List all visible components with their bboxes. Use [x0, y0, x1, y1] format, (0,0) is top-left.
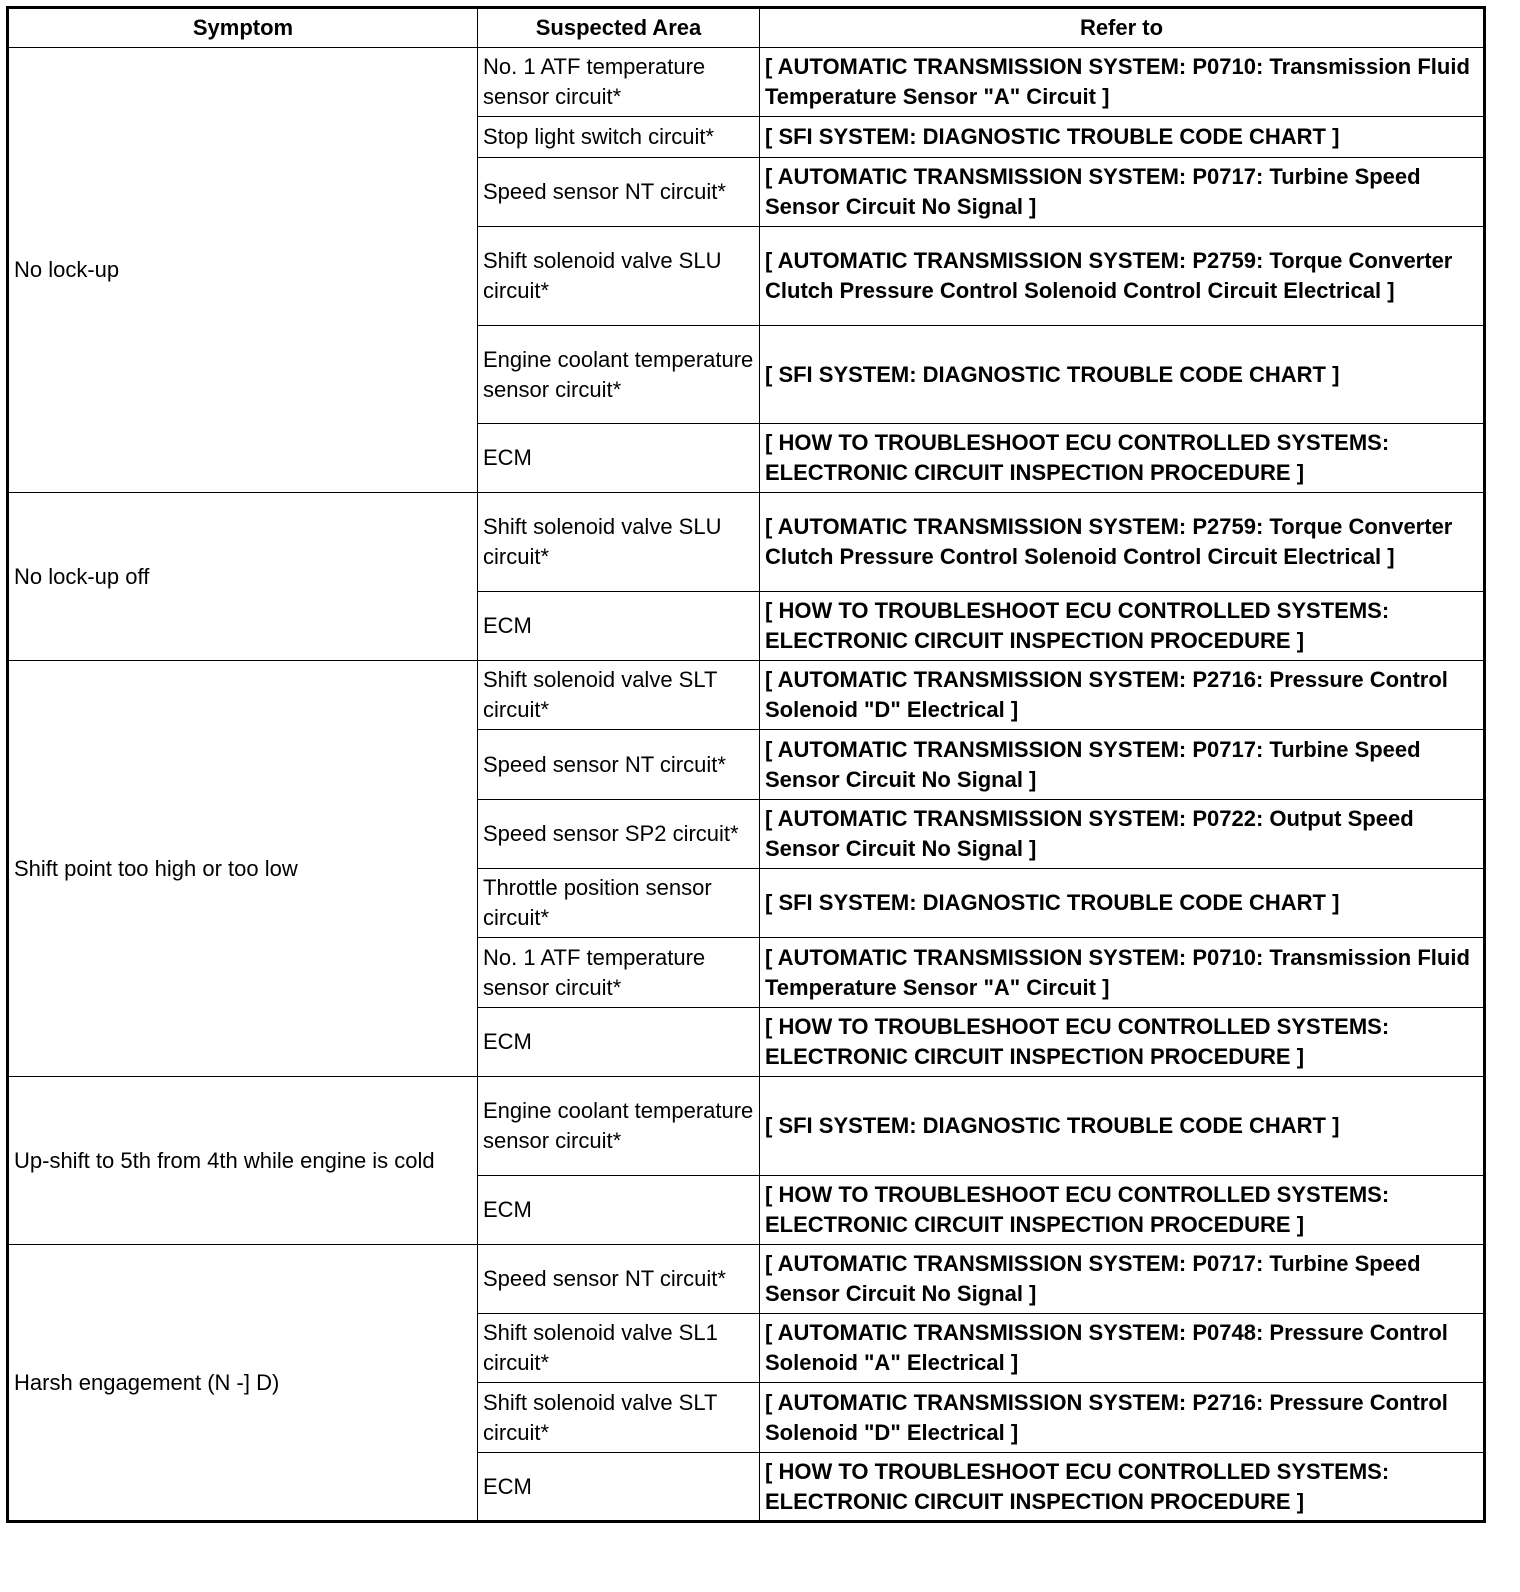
refer-to-link[interactable]: [ AUTOMATIC TRANSMISSION SYSTEM: P2716: Pressure Control Solenoid "D" Electrical ] — [760, 1383, 1485, 1453]
suspected-area-cell: Speed sensor NT circuit* — [478, 158, 760, 227]
refer-to-link[interactable]: [ AUTOMATIC TRANSMISSION SYSTEM: P0717: Turbine Speed Sensor Circuit No Signal ] — [760, 158, 1485, 227]
refer-to-link[interactable]: [ AUTOMATIC TRANSMISSION SYSTEM: P0710: Transmission Fluid Temperature Sensor "A" Circuit ] — [760, 48, 1485, 117]
refer-to-link[interactable]: [ AUTOMATIC TRANSMISSION SYSTEM: P2716: Pressure Control Solenoid "D" Electrical ] — [760, 661, 1485, 730]
refer-to-link[interactable]: [ HOW TO TROUBLESHOOT ECU CONTROLLED SYSTEMS: ELECTRONIC CIRCUIT INSPECTION PROCEDURE ] — [760, 1008, 1485, 1077]
table-row — [8, 48, 1485, 117]
suspected-area-cell: Shift solenoid valve SLT circuit* — [478, 661, 760, 730]
suspected-area-cell: Throttle position sensor circuit* — [478, 869, 760, 938]
suspected-area-cell: No. 1 ATF temperature sensor circuit* — [478, 938, 760, 1008]
refer-to-link[interactable]: [ AUTOMATIC TRANSMISSION SYSTEM: P2759: Torque Converter Clutch Pressure Control Solenoid Control Circuit Electrical ] — [760, 493, 1485, 592]
suspected-area-cell: Engine coolant temperature sensor circuit* — [478, 1077, 760, 1176]
refer-to-link[interactable]: [ AUTOMATIC TRANSMISSION SYSTEM: P2759: Torque Converter Clutch Pressure Control Solenoid Control Circuit Electrical ] — [760, 227, 1485, 326]
suspected-area-cell: Shift solenoid valve SLU circuit* — [478, 493, 760, 592]
refer-to-link[interactable]: [ SFI SYSTEM: DIAGNOSTIC TROUBLE CODE CHART ] — [760, 869, 1485, 938]
suspected-area-cell: ECM — [478, 424, 760, 493]
refer-to-link[interactable]: [ AUTOMATIC TRANSMISSION SYSTEM: P0722: Output Speed Sensor Circuit No Signal ] — [760, 800, 1485, 869]
symptom-cell: No lock-up — [8, 48, 478, 493]
suspected-area-cell: ECM — [478, 1453, 760, 1522]
table-row — [8, 493, 1485, 592]
suspected-area-cell: Stop light switch circuit* — [478, 117, 760, 158]
refer-to-link[interactable]: [ HOW TO TROUBLESHOOT ECU CONTROLLED SYSTEMS: ELECTRONIC CIRCUIT INSPECTION PROCEDURE ] — [760, 1176, 1485, 1245]
suspected-area-cell: Speed sensor SP2 circuit* — [478, 800, 760, 869]
refer-to-link[interactable]: [ SFI SYSTEM: DIAGNOSTIC TROUBLE CODE CHART ] — [760, 1077, 1485, 1176]
refer-to-link[interactable]: [ HOW TO TROUBLESHOOT ECU CONTROLLED SYSTEMS: ELECTRONIC CIRCUIT INSPECTION PROCEDURE ] — [760, 592, 1485, 661]
header-symptom: Symptom — [8, 8, 478, 48]
refer-to-link[interactable]: [ HOW TO TROUBLESHOOT ECU CONTROLLED SYSTEMS: ELECTRONIC CIRCUIT INSPECTION PROCEDURE ] — [760, 424, 1485, 493]
suspected-area-cell: Speed sensor NT circuit* — [478, 1245, 760, 1314]
suspected-area-cell: Speed sensor NT circuit* — [478, 730, 760, 800]
symptom-cell: No lock-up off — [8, 493, 478, 661]
table-row — [8, 661, 1485, 730]
refer-to-link[interactable]: [ SFI SYSTEM: DIAGNOSTIC TROUBLE CODE CHART ] — [760, 117, 1485, 158]
refer-to-link[interactable]: [ AUTOMATIC TRANSMISSION SYSTEM: P0710: Transmission Fluid Temperature Sensor "A" Circuit ] — [760, 938, 1485, 1008]
refer-to-link[interactable]: [ SFI SYSTEM: DIAGNOSTIC TROUBLE CODE CHART ] — [760, 326, 1485, 424]
suspected-area-cell: Engine coolant temperature sensor circuit* — [478, 326, 760, 424]
symptom-cell: Up-shift to 5th from 4th while engine is cold — [8, 1077, 478, 1245]
suspected-area-cell: ECM — [478, 1176, 760, 1245]
suspected-area-cell: ECM — [478, 592, 760, 661]
symptom-cell: Shift point too high or too low — [8, 661, 478, 1077]
table-row — [8, 1077, 1485, 1176]
header-row — [8, 8, 1485, 48]
symptom-cell: Harsh engagement (N -] D) — [8, 1245, 478, 1522]
table-row — [8, 1245, 1485, 1314]
suspected-area-cell: No. 1 ATF temperature sensor circuit* — [478, 48, 760, 117]
refer-to-link[interactable]: [ AUTOMATIC TRANSMISSION SYSTEM: P0748: Pressure Control Solenoid "A" Electrical ] — [760, 1314, 1485, 1383]
suspected-area-cell: Shift solenoid valve SLU circuit* — [478, 227, 760, 326]
symptom-table — [6, 6, 1486, 1523]
suspected-area-cell: Shift solenoid valve SL1 circuit* — [478, 1314, 760, 1383]
header-refer-to: Refer to — [760, 8, 1485, 48]
header-suspected-area: Suspected Area — [478, 8, 760, 48]
refer-to-link[interactable]: [ AUTOMATIC TRANSMISSION SYSTEM: P0717: Turbine Speed Sensor Circuit No Signal ] — [760, 730, 1485, 800]
refer-to-link[interactable]: [ AUTOMATIC TRANSMISSION SYSTEM: P0717: Turbine Speed Sensor Circuit No Signal ] — [760, 1245, 1485, 1314]
refer-to-link[interactable]: [ HOW TO TROUBLESHOOT ECU CONTROLLED SYSTEMS: ELECTRONIC CIRCUIT INSPECTION PROCEDURE ] — [760, 1453, 1485, 1522]
suspected-area-cell: ECM — [478, 1008, 760, 1077]
suspected-area-cell: Shift solenoid valve SLT circuit* — [478, 1383, 760, 1453]
